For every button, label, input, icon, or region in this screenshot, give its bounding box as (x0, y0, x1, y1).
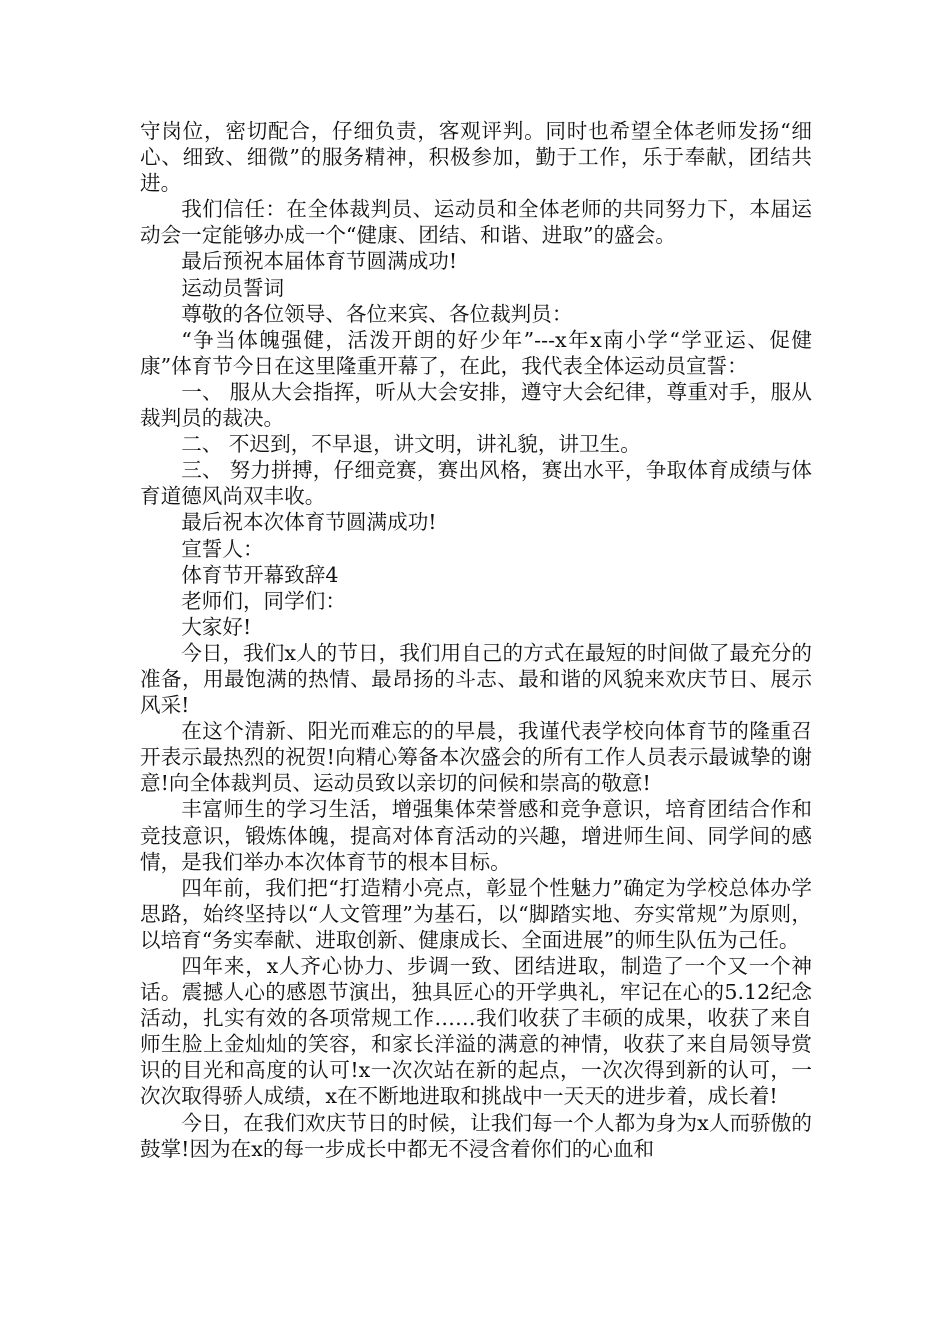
paragraph: 大家好! (181, 614, 252, 639)
paragraph: 一、 服从大会指挥，听从大会安排，遵守大会纪律，尊重对手，服从裁判员的裁决。 (140, 379, 812, 431)
paragraph: 运动员誓词 (181, 275, 285, 300)
paragraph: 二、 不迟到，不早退，讲文明，讲礼貌，讲卫生。 (181, 432, 641, 457)
paragraph: “争当体魄强健，活泼开朗的好少年”---x年x南小学“学亚运、促健康”体育节今日在这里隆重开幕了，在此，我代表全体运动员宣誓： (140, 327, 812, 378)
paragraph: 今日，我们x人的节日，我们用自己的方式在最短的时间做了最充分的准备，用最饱满的热情、最昂扬的斗志、最和谐的风貌来欢庆节日、展示风采! (140, 640, 812, 718)
paragraph: 今日，在我们欢庆节日的时候，让我们每一个人都为身为x人而骄傲的鼓掌!因为在x的每一步成长中都无不浸含着你们的心血和 (140, 1110, 812, 1161)
paragraph: 最后预祝本届体育节圆满成功! (181, 249, 458, 274)
paragraph: 四年来，x人齐心协力、步调一致、团结进取，制造了一个又一个神话。震撼人心的感恩节演出，独具匠心的开学典礼，牢记在心的5.12纪念活动，扎实有效的各项常规工作……我们收获了丰硕的成果，收获了来自师生脸上金灿灿的笑容，和家长洋溢的满意的神情，收获了来自局领导赏识的目光和高度的认可!x一次次站在新的起点，一次次得到新的认可，一次次取得骄人成绩，x在不断地进取和挑战中一天天的进步着，成长着! (140, 954, 812, 1109)
paragraph: 宣誓人： (181, 536, 264, 561)
paragraph: 体育节开幕致辞4 (181, 562, 339, 587)
paragraph: 最后祝本次体育节圆满成功! (181, 510, 437, 535)
paragraph: 在这个清新、阳光而难忘的的早晨，我谨代表学校向体育节的隆重召开表示最热烈的祝贺!向精心筹备本次盛会的所有工作人员表示最诚挚的谢意!向全体裁判员、运动员致以亲切的问候和崇高的敬意! (140, 719, 812, 796)
paragraph: 守岗位，密切配合，仔细负责，客观评判。同时也希望全体老师发扬“细心、细致、细微”的服务精神，积极参加，勤于工作，乐于奉献，团结共进。 (140, 119, 812, 196)
paragraph: 尊敬的各位领导、各位来宾、各位裁判员： (181, 301, 573, 326)
paragraph: 丰富师生的学习生活，增强集体荣誉感和竞争意识，培育团结合作和竞技意识，锻炼体魄，提高对体育活动的兴趣，增进师生间、同学间的感情，是我们举办本次体育节的根本目标。 (140, 797, 812, 874)
paragraph: 三、 努力拼搏，仔细竞赛，赛出风格，赛出水平，争取体育成绩与体育道德风尚双丰收。 (140, 458, 812, 509)
paragraph: 我们信任：在全体裁判员、运动员和全体老师的共同努力下，本届运动会一定能够办成一个“健康、团结、和谐、进取”的盛会。 (140, 197, 812, 248)
paragraph: 老师们，同学们： (181, 588, 346, 613)
paragraph: 四年前，我们把“打造精小亮点，彰显个性魅力”确定为学校总体办学思路，始终坚持以“人文管理”为基石，以“脚踏实地、夯实常规”为原则，以培育“务实奉献、进取创新、健康成长、全面进展”的师生队伍为己任。 (140, 875, 812, 952)
document-body (140, 118, 812, 1162)
